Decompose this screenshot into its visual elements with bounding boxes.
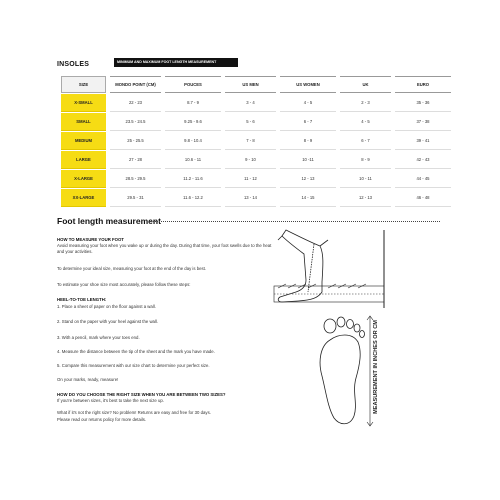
table-cell: 10 -11 [280, 151, 336, 169]
between-paragraph: If you're between sizes, it's best to take the next size up. [57, 398, 164, 403]
size-cell: SMALL [61, 113, 106, 131]
table-cell: 7 - 8 [225, 132, 276, 150]
vertical-label-wrapper [368, 312, 382, 422]
table-cell: 3 - 4 [225, 94, 276, 112]
howto-paragraph: Avoid measuring your foot when you wake up or during the day. During that time, your foot swells due to the heat and your activities. [57, 243, 272, 254]
size-cell: MEDIUM [61, 132, 106, 150]
table-cell: 14 - 15 [280, 189, 336, 207]
page-title: INSOLES [57, 61, 90, 68]
column-header: SIZE [61, 76, 106, 93]
table-row [61, 94, 451, 112]
between-paragraph: Please read our returns policy for more details. [57, 417, 147, 422]
table-cell: 23.5 - 24.5 [110, 113, 161, 131]
table-row [61, 151, 451, 169]
howto-paragraph: To determine your ideal size, measuring your foot at the end of the day is best. [57, 266, 207, 271]
table-cell: 12 - 13 [340, 189, 391, 207]
ready-text: On your marks, ready, measure! [57, 377, 119, 382]
table-cell: 28.5 - 29.5 [110, 170, 161, 188]
column-header: UK [340, 76, 391, 93]
measurement-banner: MINIMUM AND MAXIMUM FOOT LENGTH MEASUREMENT [114, 58, 238, 67]
list-item: 1. Place a sheet of paper on the floor against a wall. [57, 304, 156, 309]
table-cell: 9.8 - 10.4 [165, 132, 221, 150]
leg-measurement-illustration [268, 226, 398, 316]
table-cell: 11.6 - 12.2 [165, 189, 221, 207]
size-cell: X-SMALL [61, 94, 106, 112]
table-cell: 46 - 48 [395, 189, 451, 207]
table-cell: 8.7 - 9 [165, 94, 221, 112]
table-cell: 37 - 38 [395, 113, 451, 131]
table-cell: 4 - 5 [280, 94, 336, 112]
size-cell: XX-LARGE [61, 189, 106, 207]
table-cell: 29.5 - 31 [110, 189, 161, 207]
table-cell: 25 - 25.5 [110, 132, 161, 150]
howto-paragraph: To estimate your shoe size most accurately, please follow these steps: [57, 282, 191, 287]
table-row [61, 189, 451, 207]
table-cell: 44 - 45 [395, 170, 451, 188]
table-row [61, 170, 451, 188]
size-cell: LARGE [61, 151, 106, 169]
table-header-row [61, 76, 451, 93]
list-item: 2. Stand on the paper with your heel against the wall. [57, 319, 159, 324]
column-header: EURO [395, 76, 451, 93]
table-cell: 12 - 13 [280, 170, 336, 188]
table-cell: 10.6 - 11 [165, 151, 221, 169]
table-row [61, 113, 451, 131]
howto-heading: HOW TO MEASURE YOUR FOOT [57, 237, 124, 242]
table-cell: 9.25 - 9.6 [165, 113, 221, 131]
size-table [57, 75, 455, 208]
column-header: POUCES [165, 76, 221, 93]
size-cell: X-LARGE [61, 170, 106, 188]
table-cell: 13 - 14 [225, 189, 276, 207]
table-cell: 42 - 43 [395, 151, 451, 169]
table-cell: 8 - 9 [280, 132, 336, 150]
heel-heading: HEEL-TO-TOE LENGTH: [57, 297, 107, 302]
table-cell: 27 - 28 [110, 151, 161, 169]
table-cell: 10 - 11 [340, 170, 391, 188]
table-cell: 35 - 36 [395, 94, 451, 112]
table-cell: 9 - 10 [225, 151, 276, 169]
table-cell: 6 - 7 [340, 132, 391, 150]
table-cell: 11.2 - 11.6 [165, 170, 221, 188]
list-item: 3. With a pencil, mark where your toes end. [57, 335, 140, 340]
table-cell: 11 - 12 [225, 170, 276, 188]
table-cell: 39 - 41 [395, 132, 451, 150]
section-title: Foot length measurement [57, 216, 161, 226]
column-header: US WOMEN [280, 76, 336, 93]
between-paragraph: What if it's not the right size? No problem! Returns are easy and free for 30 days. [57, 410, 211, 415]
column-header: MONDO POINT (CM) [110, 76, 161, 93]
table-row [61, 132, 451, 150]
column-header: US MEN [225, 76, 276, 93]
table-cell: 6 - 7 [280, 113, 336, 131]
table-cell: 5 - 6 [225, 113, 276, 131]
list-item: 5. Compare this measurement with our size chart to determine your perfect size. [57, 363, 210, 368]
table-cell: 22 - 23 [110, 94, 161, 112]
between-heading: HOW DO YOU CHOOSE THE RIGHT SIZE WHEN YOU ARE BETWEEN TWO SIZES? [57, 392, 226, 397]
measurement-vertical-label: MEASUREMENT IN INCHES OR CM [373, 320, 379, 414]
table-cell: 8 - 9 [340, 151, 391, 169]
table-cell: 2 - 3 [340, 94, 391, 112]
table-cell: 4 - 5 [340, 113, 391, 131]
list-item: 4. Measure the distance between the tip of the sheet and the mark you have made. [57, 349, 215, 354]
section-divider [150, 221, 440, 222]
